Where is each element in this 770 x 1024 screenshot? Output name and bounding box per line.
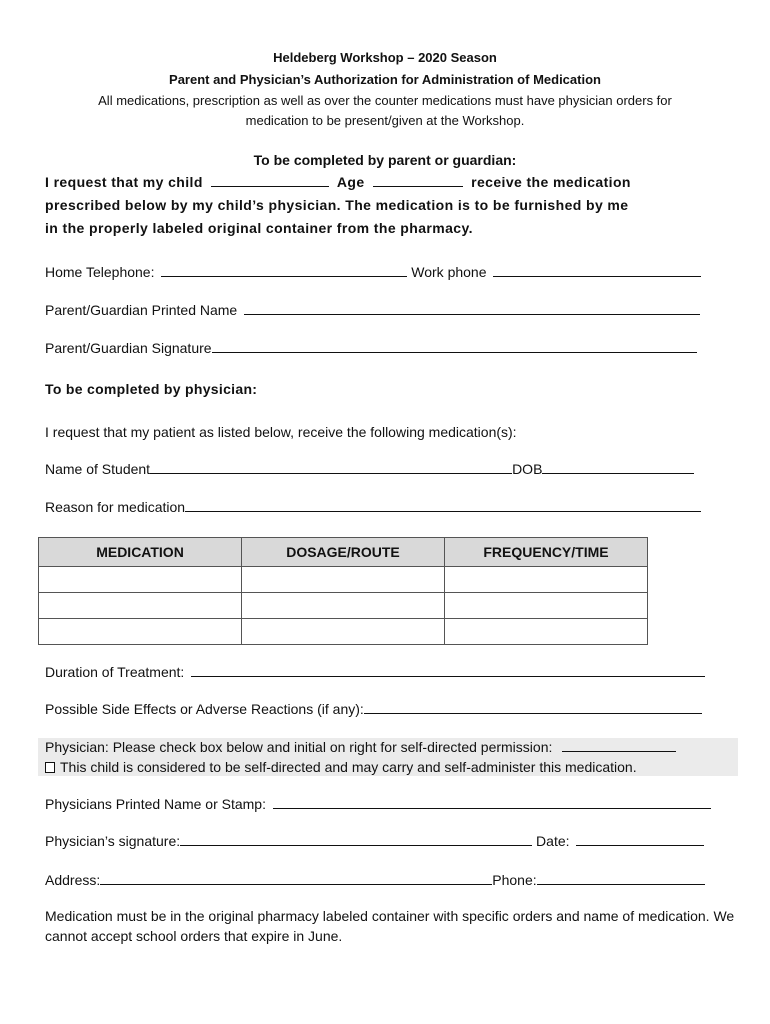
dob-label: DOB [512, 461, 543, 477]
physician-signature-label: Physician’s signature: [45, 833, 181, 849]
permission-text: Physician: Please check box below and initial on right for self-directed permission: [45, 739, 553, 755]
request-text-receive: receive the medication [471, 174, 631, 190]
parent-request-line3: in the properly labeled original container from the pharmacy. [45, 220, 473, 236]
table-row [39, 593, 648, 619]
phone-row [45, 264, 701, 280]
dosage-column-header: DOSAGE/ROUTE [242, 538, 445, 567]
permission-row [45, 739, 676, 755]
address-row [45, 872, 705, 888]
parent-request-line1 [45, 171, 681, 194]
child-name-field[interactable] [211, 175, 329, 187]
work-phone-field[interactable] [493, 265, 701, 277]
physician-request-text: I request that my patient as listed below, receive the following medication(s): [45, 424, 517, 440]
dob-field[interactable] [542, 462, 694, 474]
physician-signature-field[interactable] [180, 834, 532, 846]
student-name-field[interactable] [150, 462, 512, 474]
reason-row [45, 499, 701, 515]
phone-label: Phone: [492, 872, 537, 888]
physician-printed-name-label: Physicians Printed Name or Stamp: [45, 796, 266, 812]
form-subtitle: Parent and Physician’s Authorization for Administration of Medication [169, 72, 601, 87]
home-phone-field[interactable] [161, 265, 407, 277]
medication-cell[interactable] [39, 593, 242, 619]
duration-field[interactable] [191, 665, 705, 677]
child-age-field[interactable] [373, 175, 463, 187]
date-label: Date: [536, 833, 570, 849]
medication-policy-note-line2: medication to be present/given at the Workshop. [245, 113, 525, 128]
student-row [45, 461, 694, 477]
duration-label: Duration of Treatment: [45, 664, 185, 680]
footer-note-line1: Medication must be in the original pharmacy labeled container with specific orders and name of medication. We [45, 908, 735, 924]
work-phone-label: Work phone [411, 264, 487, 280]
medication-cell[interactable] [39, 567, 242, 593]
form-title: Heldeberg Workshop – 2020 Season [273, 50, 497, 65]
phone-field[interactable] [537, 873, 705, 885]
side-effects-label: Possible Side Effects or Adverse Reactions (if any): [45, 701, 364, 717]
medication-table-header [39, 538, 648, 567]
frequency-cell[interactable] [445, 619, 648, 645]
frequency-cell[interactable] [445, 593, 648, 619]
medication-table [38, 537, 648, 645]
dosage-cell[interactable] [242, 619, 445, 645]
table-row [39, 567, 648, 593]
table-row [39, 619, 648, 645]
footer-note-line2: cannot accept school orders that expire in June. [45, 928, 343, 944]
request-text-age: Age [336, 174, 365, 190]
dosage-cell[interactable] [242, 593, 445, 619]
physician-printed-name-row [45, 796, 711, 812]
side-effects-row [45, 701, 702, 717]
parent-printed-name-field[interactable] [244, 303, 700, 315]
physician-initial-field[interactable] [562, 740, 676, 752]
medication-column-header: MEDICATION [39, 538, 242, 567]
parent-signature-label: Parent/Guardian Signature [45, 340, 212, 356]
parent-request-line2: prescribed below by my child’s physician. The medication is to be furnished by me [45, 197, 629, 213]
parent-printed-name-row [45, 302, 700, 318]
parent-printed-name-label: Parent/Guardian Printed Name [45, 302, 238, 318]
duration-row [45, 664, 705, 680]
self-directed-checkbox[interactable] [45, 762, 55, 773]
reason-field[interactable] [185, 500, 701, 512]
request-text-child: I request that my child [45, 174, 203, 190]
self-directed-text: This child is considered to be self-directed and may carry and self-administer this medication. [60, 759, 637, 775]
frequency-column-header: FREQUENCY/TIME [445, 538, 648, 567]
parent-signature-field[interactable] [212, 341, 697, 353]
medication-cell[interactable] [39, 619, 242, 645]
date-field[interactable] [576, 834, 704, 846]
address-field[interactable] [100, 873, 492, 885]
physician-section-heading: To be completed by physician: [45, 381, 258, 397]
physician-printed-name-field[interactable] [273, 797, 711, 809]
dosage-cell[interactable] [242, 567, 445, 593]
address-label: Address: [45, 872, 101, 888]
medication-policy-note-line1: All medications, prescription as well as over the counter medications must have physician orders for [98, 93, 672, 108]
parent-signature-row [45, 340, 697, 356]
self-directed-row [45, 759, 637, 775]
physician-signature-row [45, 833, 704, 849]
reason-label: Reason for medication [45, 499, 186, 515]
frequency-cell[interactable] [445, 567, 648, 593]
home-phone-label: Home Telephone: [45, 264, 155, 280]
side-effects-field[interactable] [364, 702, 702, 714]
student-name-label: Name of Student [45, 461, 151, 477]
parent-section-heading: To be completed by parent or guardian: [253, 152, 517, 168]
